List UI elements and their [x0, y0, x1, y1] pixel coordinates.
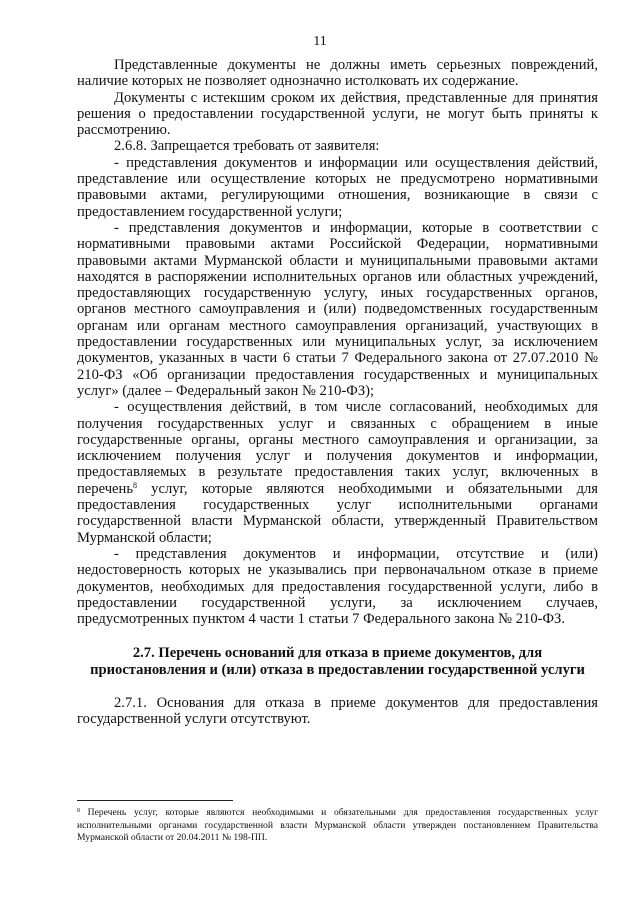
paragraph-2-7-1: 2.7.1. Основания для отказа в приеме документов для предоставления государственной услуги отсутствуют. [77, 694, 598, 728]
section-heading-2-7: 2.7. Перечень оснований для отказа в приеме документов, для приостановления и (или) отказа в предоставлении государственной услуги [90, 645, 585, 678]
services-text-after-ref: услуг, которые являются необходимыми и обязательными для предоставления государственных услуг исполнительными органами государственной власти Мурманской области, утвержденный Правительством Мурманской области; [77, 480, 598, 546]
paragraph-expired-documents: Документы с истекшим сроком их действия, представленные для принятия решения о предоставлении государственной услуги, не могут быть приняты к рассмотрению. [77, 89, 598, 139]
paragraph-prohibition-documents: - представления документов и информации, которые в соответствии с нормативными правовыми актами Российской Федерации, нормативными правовыми актами Мурманской области и муниципальными правовыми актами находятся в распоряжении исполнительных органов или областных учреждений, предоставляющих государственную услугу, иных государственных органов, органов местного самоуправления и (или) подведомственных государственным органам или органам местного самоуправления организаций, участвующих в предоставлении государственных или муниципальных услуг, за исключением документов, указанных в части 6 статьи 7 Федерального закона от 27.07.2010 № 210-ФЗ «Об организации предоставления государственных и муниципальных услуг» (далее – Федеральный закон № 210-ФЗ); [77, 219, 598, 399]
services-text-before-ref: - осуществления действий, в том числе согласований, необходимых для получения государственных услуг и связанных с обращением в иные государственные органы, органы местного самоуправления и организации, за исключением получения услуг и получения документов и информации, предоставляемых в результате предоставления таких услуг, включенных в перечень [77, 399, 598, 497]
paragraph-prohibition-refusal: - представления документов и информации, отсутствие и (или) недостоверность которых не указывались при первоначальном отказе в приеме документов, необходимых для предоставления государственной услуги, либо в предоставлении государственной услуги, за исключением случаев, предусмотренных пунктом 4 части 1 статьи 7 Федерального закона № 210-ФЗ. [77, 545, 598, 628]
footnote-separator [77, 800, 233, 801]
footnote-text: Перечень услуг, которые являются необходимыми и обязательными для предоставления государственных услуг исполнительными органами государственной власти Мурманской области утвержден постановлением Правительства Мурманской области от 20.04.2011 № 198-ПП. [77, 807, 598, 844]
document-body [77, 57, 598, 728]
footnote [77, 807, 598, 845]
footnote-reference[interactable]: 8 [132, 480, 137, 490]
page-number: 11 [313, 34, 327, 49]
paragraph-damaged-documents: Представленные документы не должны иметь серьезных повреждений, наличие которых не позволяет однозначно истолковать их содержание. [77, 57, 598, 90]
footnote-mark: 8 [77, 808, 80, 814]
paragraph-2-6-8: 2.6.8. Запрещается требовать от заявителя: [114, 138, 380, 155]
paragraph-prohibition-actions: - представления документов и информации или осуществления действий, представление или осуществление которых не предусмотрено нормативными правовыми актами, регулирующими отношения, возникающие в связи с предоставлением государственной услуги; [77, 154, 598, 220]
paragraph-prohibition-services [77, 399, 598, 546]
